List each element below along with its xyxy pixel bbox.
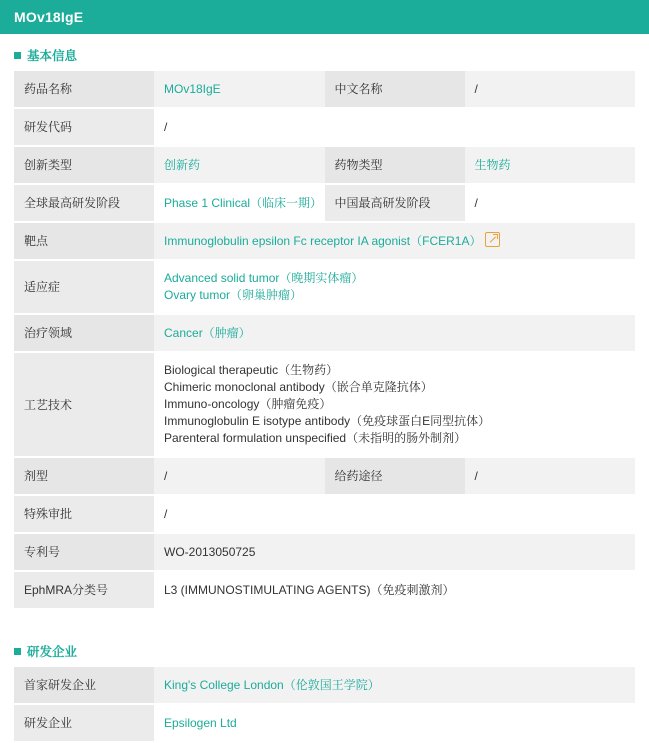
section-title-basic-info: 基本信息 [27,49,78,63]
companies-table [14,667,635,743]
table-row [14,495,635,533]
value-patent: WO-2013050725 [154,533,635,571]
label-patent: 专利号 [14,533,154,571]
indication-link[interactable]: Ovary tumor（卵巢肿瘤） [164,288,303,302]
table-row [14,571,635,609]
label-drug-name: 药品名称 [14,71,154,108]
table-row [14,184,635,222]
value-therapy-area [154,314,635,352]
developer-link[interactable]: Epsilogen Ltd [164,716,237,730]
label-route: 给药途径 [325,457,465,495]
label-originator: 首家研发企业 [14,667,154,704]
label-dosage-form: 剂型 [14,457,154,495]
label-special-approval: 特殊审批 [14,495,154,533]
value-target [154,222,635,260]
table-row [14,260,635,314]
value-originator [154,667,635,704]
value-dosage-form: / [154,457,325,495]
table-row [14,533,635,571]
label-target: 靶点 [14,222,154,260]
section-header-basic-info [0,34,649,71]
label-china-phase: 中国最高研发阶段 [325,184,465,222]
section-bullet-icon [14,52,21,59]
value-drug-name [154,71,325,108]
table-row [14,146,635,184]
value-global-phase [154,184,325,222]
therapy-area-link[interactable]: Cancer（肿瘤） [164,326,251,340]
originator-link[interactable]: King's College London（伦敦国王学院） [164,678,380,692]
table-row [14,222,635,260]
edit-icon[interactable] [485,232,500,247]
value-cn-name: / [465,71,636,108]
drug-name-link[interactable]: MOv18IgE [164,82,221,96]
label-ephmra: EphMRA分类号 [14,571,154,609]
value-drug-type [465,146,636,184]
technology-item: Chimeric monoclonal antibody（嵌合单克隆抗体） [164,380,433,394]
label-therapy-area: 治疗领域 [14,314,154,352]
table-row [14,457,635,495]
section-bullet-icon [14,648,21,655]
label-technology: 工艺技术 [14,352,154,457]
table-row [14,704,635,742]
global-phase-link[interactable]: Phase 1 Clinical（临床一期） [164,196,323,210]
table-row [14,314,635,352]
section-spacer [0,610,649,630]
value-china-phase: / [465,184,636,222]
label-innovation-type: 创新类型 [14,146,154,184]
drug-type-link[interactable]: 生物药 [474,158,511,172]
value-developer [154,704,635,742]
label-developer: 研发企业 [14,704,154,742]
innovation-type-link[interactable]: 创新药 [164,158,201,172]
value-ephmra: L3 (IMMUNOSTIMULATING AGENTS)（免疫刺激剂） [154,571,635,609]
table-row [14,108,635,146]
table-row [14,352,635,457]
label-research-code: 研发代码 [14,108,154,146]
label-drug-type: 药物类型 [325,146,465,184]
section-title-companies: 研发企业 [27,645,78,659]
technology-item: Immunoglobulin E isotype antibody（免疫球蛋白E同型抗体） [164,414,491,428]
value-indication [154,260,635,314]
indication-link[interactable]: Advanced solid tumor（晚期实体瘤） [164,271,364,285]
basic-info-table [14,71,635,610]
label-cn-name: 中文名称 [325,71,465,108]
technology-item: Parenteral formulation unspecified（未指明的肠外制剂） [164,431,467,445]
table-row [14,71,635,108]
technology-item: Biological therapeutic（生物药） [164,363,339,377]
value-innovation-type [154,146,325,184]
value-technology [154,352,635,457]
technology-item: Immuno-oncology（肿瘤免疫） [164,397,332,411]
label-indication: 适应症 [14,260,154,314]
value-special-approval: / [154,495,635,533]
page-header [0,0,649,34]
table-row [14,667,635,704]
section-header-companies [0,630,649,667]
page-title: MOv18IgE [14,9,84,25]
value-research-code: / [154,108,635,146]
value-route: / [465,457,636,495]
label-global-phase: 全球最高研发阶段 [14,184,154,222]
target-link[interactable]: Immunoglobulin epsilon Fc receptor IA agonist（FCER1A） [164,234,482,248]
